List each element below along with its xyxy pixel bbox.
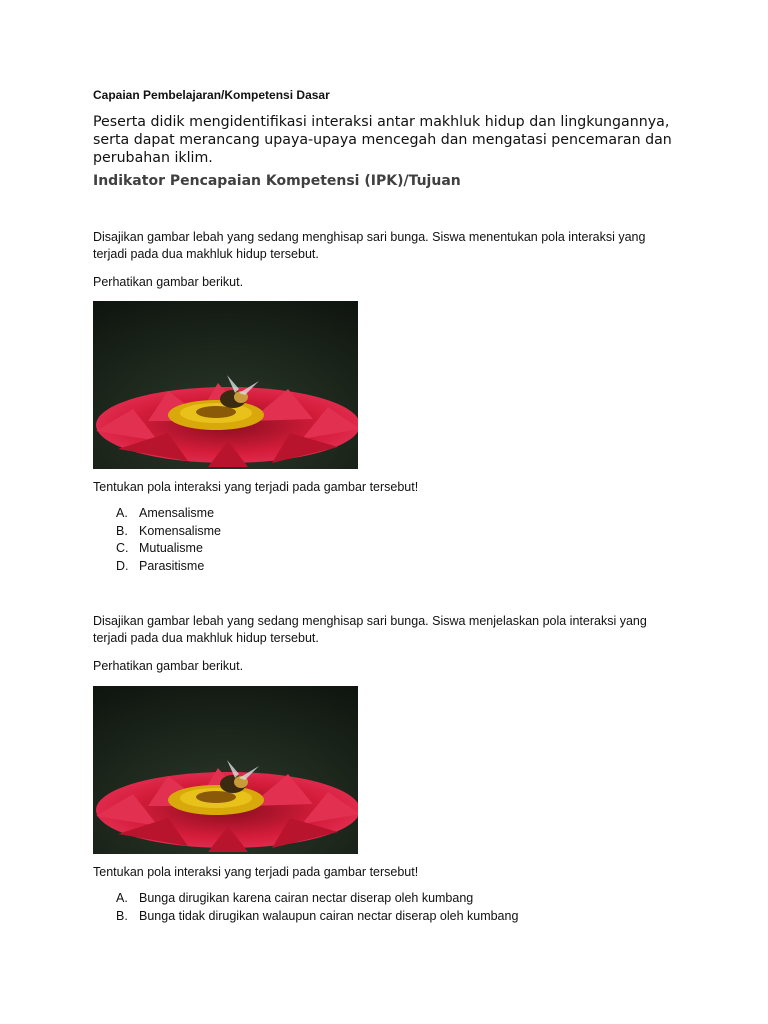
q1-stem [93, 229, 683, 263]
heading-capaian-pembelajaran: Capaian Pembelajaran/Kompetensi Dasar [93, 88, 330, 102]
q2-instruction: Perhatikan gambar berikut. [93, 659, 244, 673]
q2-stem [93, 613, 683, 647]
q1-stem-line2: terjadi pada dua makhluk hidup tersebut. [93, 247, 319, 261]
q2-options [93, 890, 518, 925]
intro-paragraph: Peserta didik mengidentifikasi interaksi antar makhluk hidup dan lingkungannya, serta dapat merancang upaya-upaya mencegah dan mengatasi pencemaran dan perubahan iklim. [93, 114, 672, 166]
q1-instruction: Perhatikan gambar berikut. [93, 275, 244, 289]
q2-option-b[interactable]: B. Bunga tidak dirugikan walaupun cairan nectar diserap oleh kumbang [116, 908, 519, 923]
q1-option-c[interactable]: C. Mutualisme [116, 541, 203, 556]
heading-indikator: Indikator Pencapaian Kompetensi (IPK)/Tujuan [93, 173, 461, 189]
q1-option-b[interactable]: B. Komensalisme [116, 523, 221, 538]
q2-stem-line1: Disajikan gambar lebah yang sedang menghisap sari bunga. Siswa menjelaskan pola interaksi yang [93, 614, 647, 628]
q2-option-a[interactable]: A. Bunga dirugikan karena cairan nectar diserap oleh kumbang [116, 891, 474, 905]
bee-on-flower-image-2 [93, 686, 358, 854]
q2-question: Tentukan pola interaksi yang terjadi pada gambar tersebut! [93, 865, 419, 879]
q1-options [93, 505, 221, 576]
q2-stem-line2: terjadi pada dua makhluk hidup tersebut. [93, 631, 319, 645]
q1-option-d[interactable]: D. Parasitisme [116, 559, 205, 574]
q1-option-a[interactable]: A. Amensalisme [116, 506, 215, 520]
q1-question: Tentukan pola interaksi yang terjadi pada gambar tersebut! [93, 480, 419, 494]
q1-stem-line1: Disajikan gambar lebah yang sedang menghisap sari bunga. Siswa menentukan pola interaksi yang [93, 230, 646, 244]
bee-on-flower-image-1 [93, 301, 358, 469]
